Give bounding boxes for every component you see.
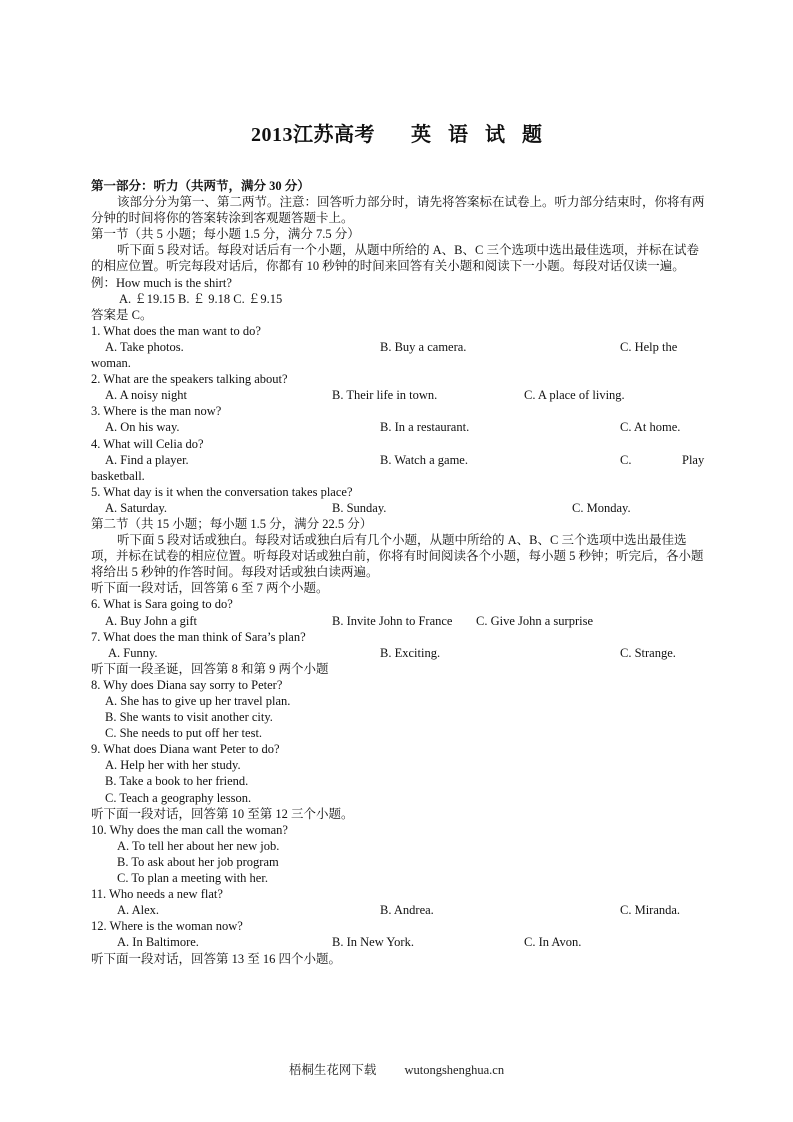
question-7-options <box>91 645 708 661</box>
part1-instructions: 该部分分为第一、第二两节。注意：回答听力部分时，请先将答案标在试卷上。听力部分结束时，你将有两分钟的时间将你的答案转涂到客观题答题卡上。 <box>91 195 705 226</box>
prompt-8-9: 听下面一段圣诞，回答第 8 和第 9 两个小题 <box>91 661 329 676</box>
section1-instructions: 听下面 5 段对话。每段对话后有一个小题，从题中所给的 A、B、C 三个选项中选出最佳选项，并标在试卷的相应位置。听完每段对话后，你都有 10 秒钟的时间来回答有关小题和阅读下一小题。每段对话仅读一遍。 <box>91 243 699 274</box>
option-a: A. Funny. <box>108 645 158 660</box>
question-5-options <box>91 500 708 516</box>
option-c: C. To plan a meeting with her. <box>117 871 268 886</box>
option-b: B. Exciting. <box>380 645 441 660</box>
question-1: 1. What does the man want to do? <box>91 323 261 338</box>
section1-heading: 第一节（共 5 小题；每小题 1.5 分，满分 7.5 分） <box>91 227 360 242</box>
option-b: B. Take a book to her friend. <box>105 774 249 789</box>
option-a: A. On his way. <box>105 420 180 435</box>
section2-instructions: 听下面 5 段对话或独白。每段对话或独白后有几个小题，从题中所给的 A、B、C 三个选项中选出最佳选项，并标在试卷的相应位置。听每段对话或独白前，你将有时间阅读各个小题，每小题 5 秒钟；听完后，各小题将给出 5 秒钟的作答时间。每段对话或独白读两遍。 <box>91 533 704 580</box>
page-footer <box>0 1060 793 1078</box>
question-9: 9. What does Diana want Peter to do? <box>91 742 280 757</box>
question-11-options <box>91 902 708 918</box>
question-6: 6. What is Sara going to do? <box>91 597 233 612</box>
option-b: B. In a restaurant. <box>380 420 470 435</box>
option-c: C. She needs to put off her test. <box>105 726 263 741</box>
option-c: C. A place of living. <box>524 388 625 403</box>
option-b: B. Their life in town. <box>332 388 438 403</box>
footer-source: 梧桐生花网下载 <box>288 1063 377 1077</box>
option-b: B. Andrea. <box>380 903 434 918</box>
example-options: A. ￡19.15 B. ￡ 9.18 C. ￡9.15 <box>119 291 283 306</box>
option-a: A. She has to give up her travel plan. <box>105 694 291 708</box>
question-10: 10. Why does the man call the woman? <box>91 822 288 837</box>
option-a: A. Saturday. <box>105 500 168 515</box>
option-b: B. Buy a camera. <box>380 339 467 354</box>
option-c-wrap: woman. <box>91 356 131 371</box>
question-4-options <box>91 452 708 468</box>
question-8: 8. Why does Diana say sorry to Peter? <box>91 677 283 692</box>
section2-heading: 第二节（共 15 小题；每小题 1.5 分，满分 22.5 分） <box>91 516 373 531</box>
option-a: A. Alex. <box>117 903 160 918</box>
option-a: A. In Baltimore. <box>117 935 199 950</box>
page-title <box>91 118 708 147</box>
option-b: B. She wants to visit another city. <box>105 710 273 725</box>
title-year-place: 2013江苏高考 <box>251 124 375 146</box>
question-5: 5. What day is it when the conversation takes place? <box>91 484 353 499</box>
option-c: C. Give John a surprise <box>476 613 593 628</box>
prompt-6-7: 听下面一段对话，回答第 6 至 7 两个小题。 <box>91 581 329 596</box>
question-4: 4. What will Celia do? <box>91 436 204 451</box>
question-2: 2. What are the speakers talking about? <box>91 372 288 387</box>
question-3-options <box>91 419 708 435</box>
footer-url: wutongshenghua.cn <box>404 1063 505 1077</box>
question-12: 12. Where is the woman now? <box>91 919 243 934</box>
option-c: C. Monday. <box>572 500 631 515</box>
example-answer: 答案是 C。 <box>91 307 153 322</box>
option-a: A. A noisy night <box>105 388 187 403</box>
prompt-10-12: 听下面一段对话，回答第 10 至第 12 三个小题。 <box>91 806 354 821</box>
title-subject: 英 语 试 题 <box>411 124 548 146</box>
question-2-options <box>91 387 708 403</box>
option-c: C. In Avon. <box>524 935 582 950</box>
option-b: B. In New York. <box>332 935 414 950</box>
option-b: B. Watch a game. <box>380 452 468 467</box>
option-b: B. To ask about her job program <box>117 854 279 869</box>
question-1-options <box>91 339 708 355</box>
option-c: C. <box>620 452 632 467</box>
exam-body <box>91 178 708 967</box>
option-c: C. Strange. <box>620 645 676 660</box>
option-b: B. Invite John to France <box>332 613 453 628</box>
question-11: 11. Who needs a new flat? <box>91 887 223 902</box>
question-7: 7. What does the man think of Sara’s plan? <box>91 629 306 644</box>
option-b: B. Sunday. <box>332 500 387 515</box>
option-a: A. Help her with her study. <box>105 758 241 773</box>
example-question: 例：How much is the shirt? <box>91 275 232 290</box>
option-a: A. To tell her about her new job. <box>117 838 280 853</box>
option-c-text: Play <box>682 452 705 467</box>
question-12-options <box>91 934 708 950</box>
option-c-wrap: basketball. <box>91 468 145 483</box>
part1-heading: 第一部分：听力（共两节，满分 30 分） <box>91 179 310 193</box>
option-c: C. Miranda. <box>620 903 681 918</box>
option-a: A. Take photos. <box>105 339 184 354</box>
option-c: C. Help the <box>620 339 678 354</box>
option-a: A. Find a player. <box>105 452 189 467</box>
option-a: A. Buy John a gift <box>105 613 198 628</box>
prompt-13-16: 听下面一段对话，回答第 13 至 16 四个小题。 <box>91 951 342 966</box>
question-6-options <box>91 613 708 629</box>
option-c: C. Teach a geography lesson. <box>105 790 252 805</box>
question-3: 3. Where is the man now? <box>91 404 222 419</box>
option-c: C. At home. <box>620 420 681 435</box>
